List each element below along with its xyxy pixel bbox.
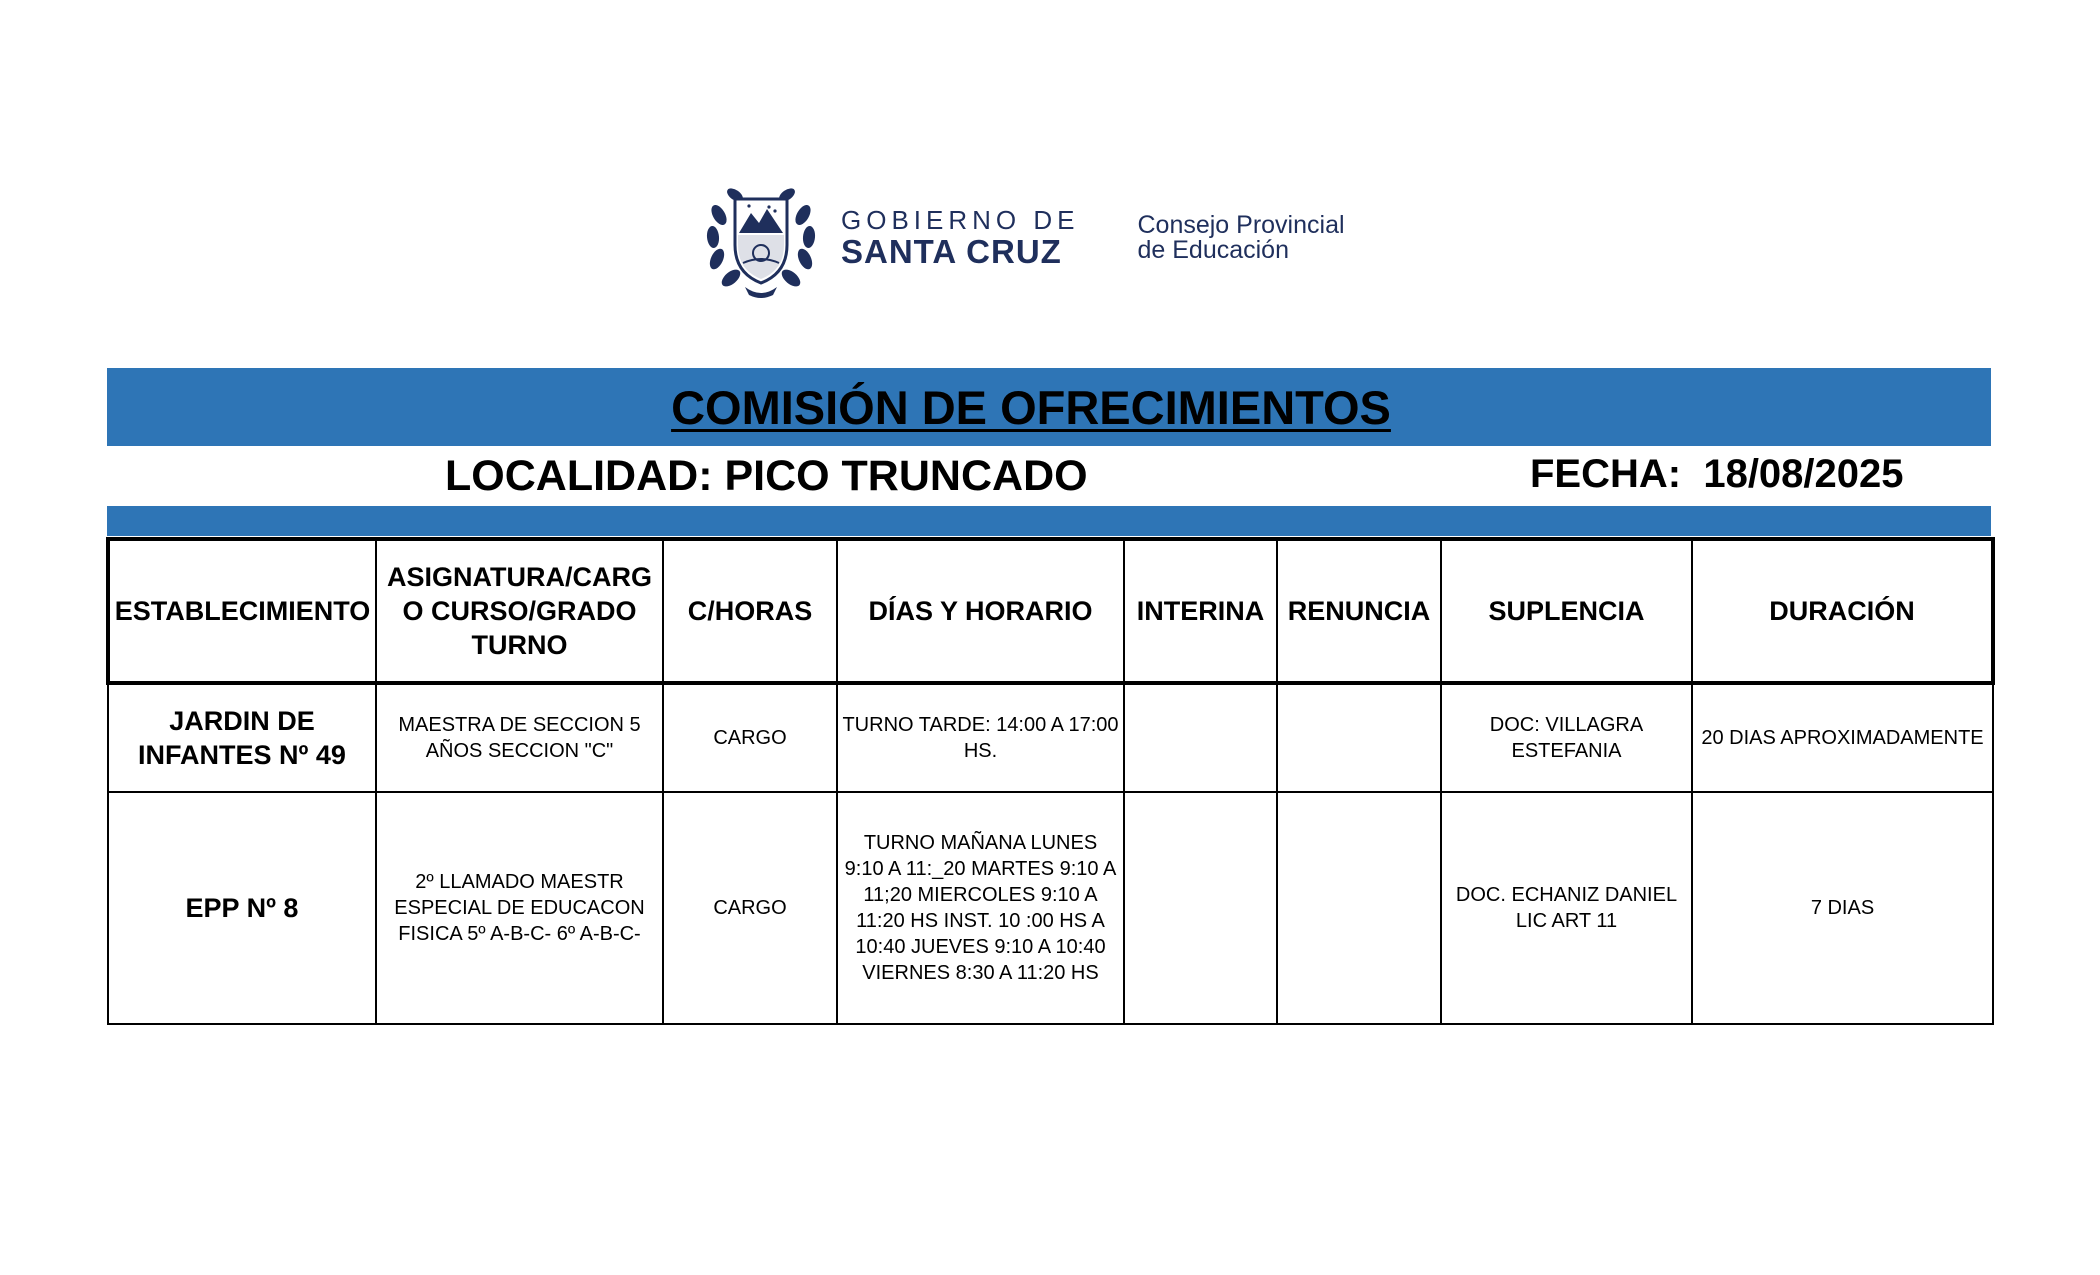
offers-table bbox=[106, 537, 1995, 1025]
header-logo bbox=[705, 175, 1345, 300]
consejo-line-1: Consejo Provincial bbox=[1137, 210, 1345, 239]
santa-cruz-emblem-icon bbox=[705, 175, 817, 300]
cell-duracion: 20 DIAS APROXIMADAMENTE bbox=[1692, 683, 1993, 792]
cell-asignatura: 2º LLAMADO MAESTR ESPECIAL DE EDUCACON FISICA 5º A-B-C- 6º A-B-C- bbox=[376, 792, 663, 1024]
cell-horas: CARGO bbox=[663, 792, 837, 1024]
cell-renuncia bbox=[1277, 792, 1441, 1024]
col-header-horas: C/HORAS bbox=[663, 539, 837, 683]
col-header-establecimiento: ESTABLECIMIENTO bbox=[108, 539, 376, 683]
table-header-row bbox=[108, 539, 1993, 683]
date-label: FECHA: 18/08/2025 bbox=[1530, 452, 1904, 496]
cell-horario: TURNO TARDE: 14:00 A 17:00 HS. bbox=[837, 683, 1124, 792]
cell-interina bbox=[1124, 792, 1277, 1024]
cell-duracion: 7 DIAS bbox=[1692, 792, 1993, 1024]
cell-renuncia bbox=[1277, 683, 1441, 792]
cell-suplencia: DOC: VILLAGRA ESTEFANIA bbox=[1441, 683, 1692, 792]
title-band bbox=[107, 368, 1991, 446]
consejo-line-2: de Educación bbox=[1137, 235, 1289, 264]
separator-band bbox=[107, 506, 1991, 536]
col-header-renuncia: RENUNCIA bbox=[1277, 539, 1441, 683]
cell-horas: CARGO bbox=[663, 683, 837, 792]
government-name bbox=[841, 206, 1079, 270]
cell-horario: TURNO MAÑANA LUNES 9:10 A 11:_20 MARTES 9:10 A 11;20 MIERCOLES 9:10 A 11:20 HS INST. 10 :00 HS A 10:40 JUEVES 9:10 A 10:40 VIERNES 8:30 A 11:20 HS bbox=[837, 792, 1124, 1024]
col-header-interina: INTERINA bbox=[1124, 539, 1277, 683]
gov-line-2: SANTA CRUZ bbox=[841, 232, 1062, 270]
col-header-asignatura: ASIGNATURA/CARG O CURSO/GRADO TURNO bbox=[376, 539, 663, 683]
col-header-horario: DÍAS Y HORARIO bbox=[837, 539, 1124, 683]
table-row bbox=[108, 792, 1993, 1024]
consejo-name bbox=[1137, 210, 1345, 264]
cell-establecimiento: JARDIN DE INFANTES Nº 49 bbox=[108, 683, 376, 792]
gov-line-1: GOBIERNO DE bbox=[841, 204, 1080, 235]
locality-label: LOCALIDAD: PICO TRUNCADO bbox=[445, 452, 1088, 500]
col-header-suplencia: SUPLENCIA bbox=[1441, 539, 1692, 683]
cell-interina bbox=[1124, 683, 1277, 792]
cell-establecimiento: EPP Nº 8 bbox=[108, 792, 376, 1024]
col-header-duracion: DURACIÓN bbox=[1692, 539, 1993, 683]
cell-asignatura: MAESTRA DE SECCION 5 AÑOS SECCION "C" bbox=[376, 683, 663, 792]
table-row bbox=[108, 683, 1993, 792]
cell-suplencia: DOC. ECHANIZ DANIEL LIC ART 11 bbox=[1441, 792, 1692, 1024]
page-title: COMISIÓN DE OFRECIMIENTOS bbox=[671, 380, 1391, 434]
